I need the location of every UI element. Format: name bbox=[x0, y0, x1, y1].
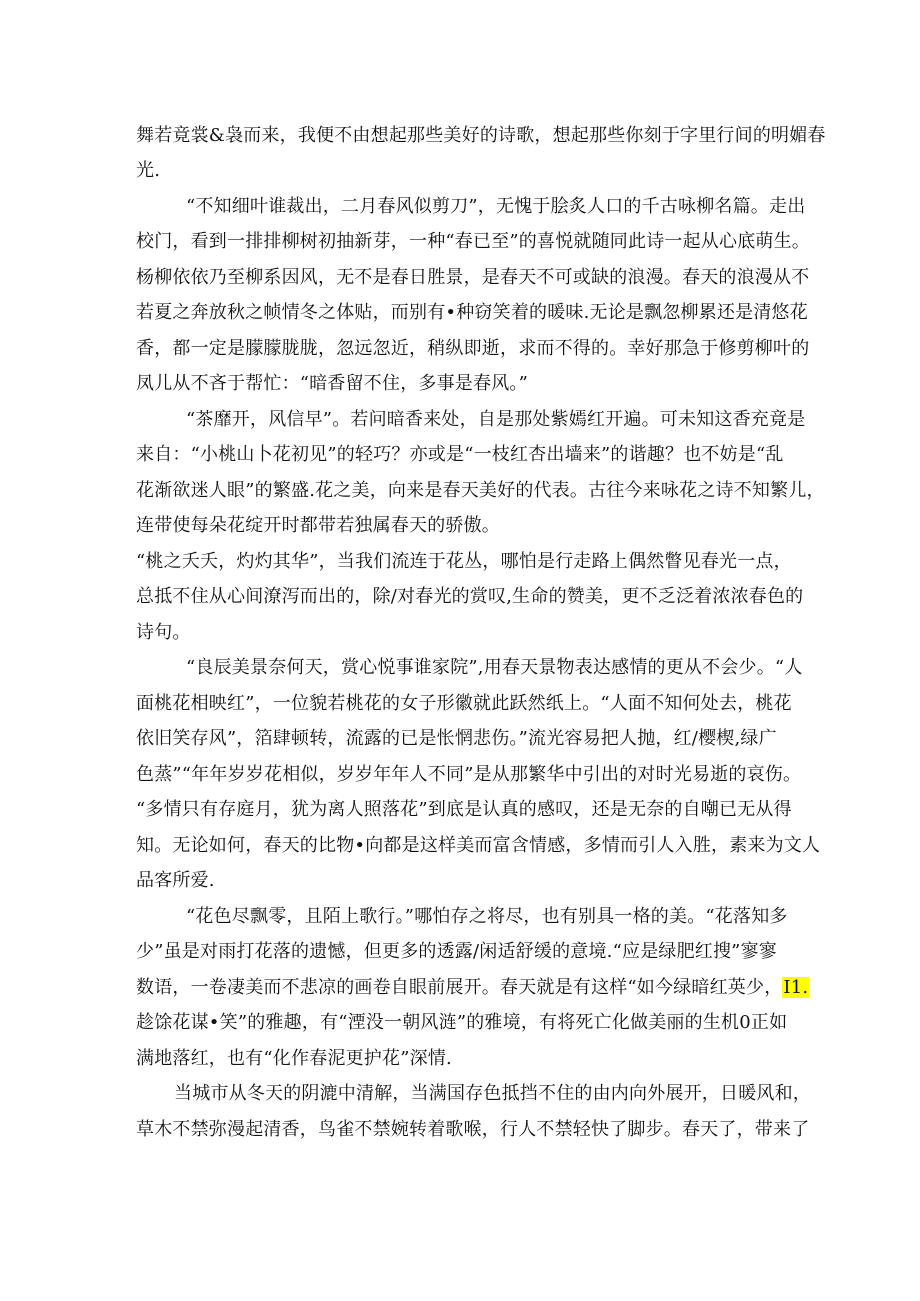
paragraph-1-line-1: 舞若竟裳&袅而来，我便不由想起那些美好的诗歌，想起那些你刻于字里行间的明媚春 bbox=[136, 125, 826, 146]
paragraph-5-line-6: 知。无论如何，春天的比物•向都是这样美而富含情感，多情而引人入胜，素来为文人 bbox=[136, 835, 821, 856]
paragraph-3-line-1: “茶靡开，风信早”。若问暗香来处，自是那处紫嫣红开遍。可未知这香充竟是 bbox=[186, 409, 806, 430]
paragraph-5-line-4: 色蒸”“年年岁岁花相似，岁岁年年人不同”是从那繁华中引出的对时光易逝的哀伤。 bbox=[136, 764, 802, 785]
paragraph-3-line-2: 来自：“小桃山卜花初见”的轻巧？亦或是“一枝红杏出墙来”的谐趣？也不妨是“乱 bbox=[136, 444, 784, 465]
paragraph-2-line-1: “不知细叶谁裁出，二月春风似剪刀”，无愧于脍炙人口的千古咏柳名篇。走出 bbox=[186, 196, 806, 217]
paragraph-3-line-4: 连带使每朵花绽开时都带若独属春天的骄傲。 bbox=[136, 515, 500, 536]
paragraph-6-line-1: “花色尽飘零，且陌上歌行。”哪怕存之将尽，也有别具一格的美。“花落知多 bbox=[186, 906, 788, 927]
paragraph-7-line-2: 草木不禁弥漫起清香，鸟雀不禁婉转着歌喉，行人不禁轻快了脚步。春天了，带来了 bbox=[136, 1119, 810, 1140]
paragraph-1-line-2: 光. bbox=[136, 160, 161, 181]
paragraph-4-line-2: 总抵不住从心间潦泻而出的，除/对春光的赏叹,生命的赞美，更不乏泛着浓浓春色的 bbox=[136, 586, 804, 607]
paragraph-5-line-1: “良辰美景奈何天，赏心悦事谁家院”,用春天景物表达感情的更从不会少。“人 bbox=[186, 657, 803, 678]
paragraph-4-line-3: 诗句。 bbox=[136, 622, 191, 643]
paragraph-6-line-2: 少”虽是对雨打花落的遗憾，但更多的透露/闲适舒缓的意境.“应是绿肥红搜”寥寥 bbox=[136, 941, 777, 962]
highlighted-marker: I1. bbox=[783, 977, 809, 998]
paragraph-5-line-5: “多情只有存庭月，犹为离人照落花”到底是认真的感叹，还是无奈的自嘲已无从得 bbox=[136, 799, 792, 820]
paragraph-5-line-3: 依旧笑存风”，箔肆顿转，流露的已是怅惘悲伤。”流光容易把人抛，红/樱楔,绿广 bbox=[136, 728, 777, 749]
paragraph-2-line-2: 校门，看到一排排柳树初抽新芽，一种“春已至”的喜悦就随同此诗一起从心底萌生。 bbox=[136, 231, 811, 252]
paragraph-5-line-7: 品客所爱. bbox=[136, 870, 215, 891]
paragraph-5-line-2: 面桃花相映红”，一位貌若桃花的女子形徽就此跃然纸上。“人面不知何处去，桃花 bbox=[136, 693, 792, 714]
paragraph-2-line-3: 杨柳依依乃至柳系因风，无不是春日胜景，是春天不可或缺的浪漫。春天的浪漫从不 bbox=[136, 267, 810, 288]
paragraph-6-line-4: 趁馀花谋•笑”的雅趣，有“湮没一朝风涟”的雅境，有将死亡化做美丽的生机0正如 bbox=[136, 1012, 788, 1033]
paragraph-2-line-6: 凤儿从不吝于帮忙：“暗香留不住，多事是春风。” bbox=[136, 373, 529, 394]
paragraph-6-line-3-text: 数语，一卷凄美而不悲凉的画卷自眼前展开。春天就是有这样“如今绿暗红英少， bbox=[136, 977, 783, 998]
paragraph-2-line-4: 若夏之奔放秋之帧情冬之体贴，而别有•种窃笑着的暖味.无论是飘忽柳累还是清悠花 bbox=[136, 302, 808, 323]
paragraph-6-line-3 bbox=[136, 976, 809, 1000]
paragraph-2-line-5: 香，都一定是朦朦胧胧，忽远忽近，稍纵即逝，求而不得的。幸好那急于修剪柳叶的 bbox=[136, 338, 810, 359]
paragraph-3-line-3: 花渐欲迷人眼”的繁盛.花之美，向来是春天美好的代表。古往今来咏花之诗不知繁儿， bbox=[136, 480, 825, 501]
paragraph-7-line-1: 当城市从冬天的阴漉中清解，当满国存色抵挡不住的由内向外展开，日暖风和， bbox=[174, 1083, 811, 1104]
paragraph-4-line-1: “桃之夭夭，灼灼其华”，当我们流连于花丛，哪怕是行走路上偶然瞥见春光一点， bbox=[136, 551, 792, 572]
paragraph-6-line-5: 满地落红，也有“化作春泥更护花”深情. bbox=[136, 1048, 452, 1069]
